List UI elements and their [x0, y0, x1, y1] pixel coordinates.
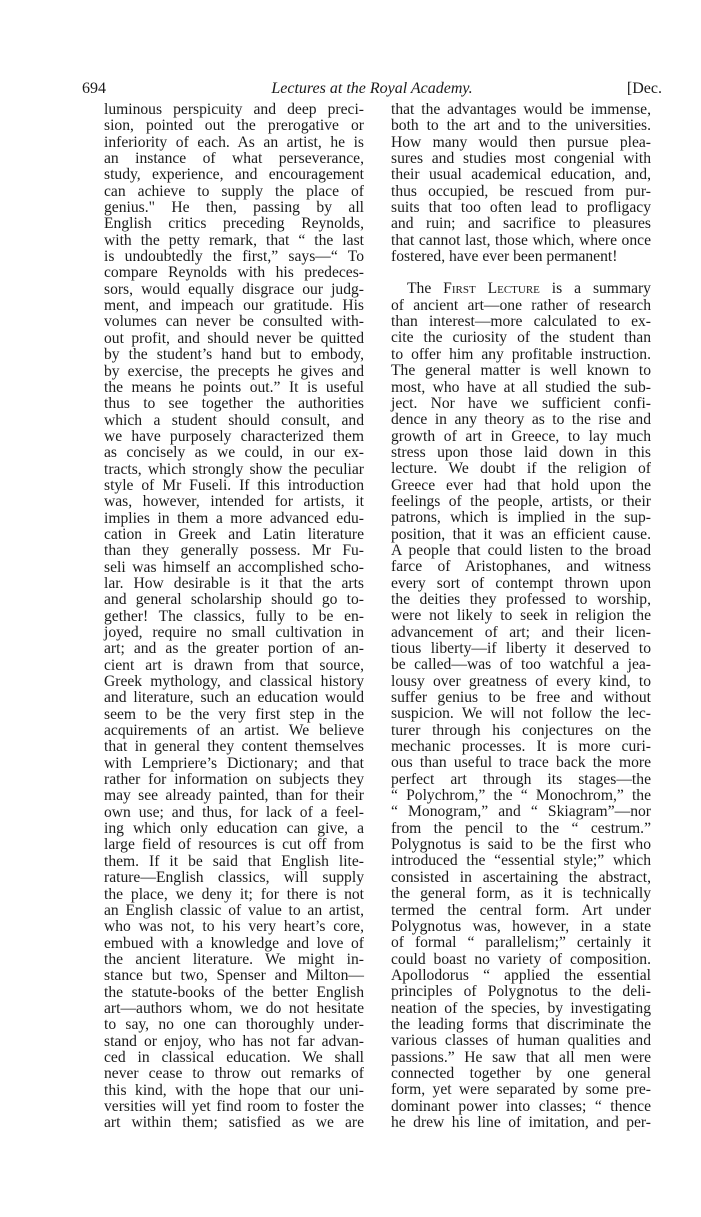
text-line: may see already painted, than for their [104, 787, 364, 805]
text-line: never cease to throw out remarks of [104, 1065, 364, 1083]
text-line: of formal “ parallelism;” certainly it [391, 934, 651, 952]
text-line: How many would then pursue plea- [391, 133, 651, 151]
text-line: he drew his line of imitation, and per- [391, 1113, 651, 1131]
right-column [391, 102, 651, 1131]
text-line: lecture. We doubt if the religion of [391, 460, 651, 478]
text-line: farce of Aristophanes, and witness [391, 558, 651, 576]
text-line: that cannot last, those which, where once [391, 231, 651, 249]
text-line: both to the art and to the universities. [391, 117, 651, 135]
text-line: neation of the species, by investigating [391, 999, 651, 1017]
text-line: most, who have at all studied the sub- [391, 378, 651, 396]
text-line: stance but two, Spenser and Milton— [104, 967, 364, 985]
text-line: sion, pointed out the prerogative or [104, 117, 364, 135]
text-line: their usual academical education, and, [391, 166, 651, 184]
text-line: connected together by one general [391, 1064, 651, 1082]
text-line: who was not, to his very heart’s core, [104, 918, 364, 936]
text-line: Greek mythology, and classical history [104, 673, 364, 691]
text-line: were not likely to seek in religion the [391, 607, 651, 625]
text-line: than interest—more calculated to ex- [391, 313, 651, 331]
text-line: ment, and impeach our gratitude. His [104, 297, 364, 315]
text-line: suffer genius to be free and without [391, 689, 651, 707]
text-line: be called—was of too watchful a jea- [391, 656, 651, 674]
text-line: rather for information on subjects they [104, 771, 364, 789]
text-line: which a student should consult, and [104, 411, 364, 429]
text-line: was, however, intended for artists, it [104, 493, 364, 511]
intro-suffix: is a summary [539, 280, 651, 298]
text-line: and literature, such an education would [104, 689, 364, 707]
text-line: cation in Greek and Latin literature [104, 525, 364, 543]
text-line: suits that too often lead to profligacy [391, 199, 651, 217]
text-line: inferiority of each. As an artist, he is [104, 133, 364, 151]
text-line: study, experience, and encouragement [104, 166, 364, 184]
text-line: lousy over greatness of every kind, to [391, 672, 651, 690]
text-line: out profit, and should never be quitted [104, 329, 364, 347]
text-line: Polygnotus was, however, in a state [391, 917, 651, 935]
text-line: stress upon those laid down in this [391, 443, 651, 461]
text-line: by the student’s hand but to embody, [104, 346, 364, 364]
text-line: sures and studies most congenial with [391, 150, 651, 168]
text-line: ject. Nor have we sufficient confi- [391, 394, 651, 412]
text-line: cient art is drawn from that source, [104, 656, 364, 674]
text-line: the ancient literature. We might in- [104, 950, 364, 968]
text-line: with Lempriere’s Dictionary; and that [104, 754, 364, 772]
text-line: with the petty remark, that “ the last [104, 231, 364, 249]
text-line: passions.” He saw that all men were [391, 1048, 651, 1066]
text-line: Polygnotus is said to be the first who [391, 836, 651, 854]
text-line: every sort of contempt thrown upon [391, 574, 651, 592]
date-marker: [Dec. [626, 80, 662, 97]
text-line: turer through his conjectures on the [391, 721, 651, 739]
text-line: art within them; satisfied as we are [104, 1114, 364, 1132]
text-line: thus occupied, be rescued from pur- [391, 182, 651, 200]
text-line: principles of Polygnotus to the deli- [391, 983, 651, 1001]
text-line: versities will yet find room to foster the [104, 1097, 364, 1115]
text-line: dence in any theory as to the rise and [391, 411, 651, 429]
text-line: of ancient art—one rather of research [391, 296, 651, 314]
text-line: ous than useful to trace back the more [391, 754, 651, 772]
text-line: style of Mr Fuseli. If this introduction [104, 476, 364, 494]
text-line: luminous perspicuity and deep preci- [104, 101, 364, 118]
text-line: A people that could listen to the broad [391, 541, 651, 559]
text-line: the statute-books of the better English [104, 983, 364, 1001]
text-line: introduced the “essential style;” which [391, 852, 651, 870]
text-line: Greece ever had that hold upon the [391, 476, 651, 494]
text-line: consisted in ascertaining the abstract, [391, 868, 651, 886]
text-line: various classes of human qualities and [391, 1032, 651, 1050]
text-line: this kind, with the hope that our uni- [104, 1081, 364, 1099]
text-line: dominant power into classes; “ thence [391, 1097, 651, 1115]
text-line: position, that it was an efficient cause. [391, 525, 651, 543]
lecture-heading-smallcaps: First Lecture [443, 280, 540, 298]
text-line: stand or enjoy, who has not far advan- [104, 1032, 364, 1050]
text-line: could boast no variety of composition. [391, 950, 651, 968]
text-line: as concisely as we could, in our ex- [104, 444, 364, 462]
text-line: volumes can never be consulted with- [104, 313, 364, 331]
text-line: gether! The classics, fully to be en- [104, 607, 364, 625]
text-line: that the advantages would be immense, [391, 101, 651, 118]
text-line: implies in them a more advanced edu- [104, 509, 364, 527]
text-line: art; and as the greater portion of an- [104, 640, 364, 658]
text-line: art—authors whom, we do not hesitate [104, 999, 364, 1017]
text-line: mechanic processes. It is more curi- [391, 738, 651, 756]
text-line: can achieve to supply the place of [104, 182, 364, 200]
text-line: sors, would equally disgrace our judg- [104, 280, 364, 298]
text-line: lar. How desirable is it that the arts [104, 574, 364, 592]
text-line: seli was himself an accomplished scho- [104, 558, 364, 576]
text-line: feelings of the people, artists, or their [391, 492, 651, 510]
text-line: by exercise, the precepts he gives and [104, 362, 364, 380]
text-line: ing which only education can give, a [104, 820, 364, 838]
text-line: that in general they content themselves [104, 738, 364, 756]
text-line: to offer him any profitable instruction. [391, 345, 651, 363]
text-line: termed the central form. Art under [391, 901, 651, 919]
text-line: ced in classical education. We shall [104, 1048, 364, 1066]
section-intro-line [391, 281, 651, 297]
text-line: thus to see together the authorities [104, 395, 364, 413]
text-line: English critics preceding Reynolds, [104, 215, 364, 233]
text-line: them. If it be said that English lite- [104, 852, 364, 870]
text-line: an English classic of value to an artist, [104, 901, 364, 919]
text-line: to say, no one can thoroughly under- [104, 1016, 364, 1034]
text-line: the means he points out.” It is useful [104, 378, 364, 396]
text-line: cite the curiosity of the student than [391, 329, 651, 347]
text-line: rature—English classics, will supply [104, 869, 364, 887]
text-line: fostered, have ever been permanent! [391, 248, 618, 266]
text-line: joyed, require no small cultivation in [104, 624, 364, 641]
running-title: Lectures at the Royal Academy. [271, 80, 473, 97]
text-line: from the pencil to the “ cestrum.” [391, 819, 651, 837]
text-line: tious liberty—if liberty it deserved to [391, 640, 651, 657]
text-line: is undoubtedly the first,” says—“ To [104, 248, 364, 266]
text-line: The general matter is well known to [391, 362, 651, 380]
text-line: the place, we deny it; for there is not [104, 885, 364, 903]
text-line: perfect art through its stages—the [391, 770, 651, 788]
text-line: embued with a knowledge and love of [104, 934, 364, 952]
text-line: growth of art in Greece, to lay much [391, 427, 651, 445]
text-line: and ruin; and sacrifice to pleasures [391, 215, 651, 233]
text-line: compare Reynolds with his predeces- [104, 264, 364, 282]
text-line: genius." He then, passing by all [104, 199, 364, 217]
running-head [82, 78, 662, 100]
text-line: suspicion. We will not follow the lec- [391, 705, 651, 723]
text-line: the general form, as it is technically [391, 885, 651, 903]
text-line: an instance of what perseverance, [104, 150, 364, 168]
text-line: than they generally possess. Mr Fu- [104, 542, 364, 560]
text-line: patrons, which is implied in the sup- [391, 509, 651, 527]
text-line: advancement of art; and their licen- [391, 623, 651, 641]
text-line: own use; and thus, for lack of a feel- [104, 803, 364, 821]
page-number: 694 [82, 80, 106, 97]
intro-prefix: The [407, 280, 444, 298]
text-line: tracts, which strongly show the peculiar [104, 460, 364, 478]
text-line: acquirements of an artist. We believe [104, 722, 364, 740]
text-line: seem to be the very first step in the [104, 705, 364, 723]
text-line: form, yet were separated by some pre- [391, 1081, 651, 1099]
left-column [104, 102, 364, 1132]
text-line: and general scholarship should go to- [104, 591, 364, 609]
text-line: Apollodorus “ applied the essential [391, 966, 651, 984]
text-line: the deities they professed to worship, [391, 590, 651, 608]
paragraph-break [391, 265, 651, 281]
text-line: we have purposely characterized them [104, 427, 364, 445]
text-line: large field of resources is cut off from [104, 836, 364, 854]
text-line: “ Polychrom,” the “ Monochrom,” the [391, 787, 651, 805]
text-line: the leading forms that discriminate the [391, 1015, 651, 1033]
text-line: “ Monogram,” and “ Skiagram”—nor [391, 803, 651, 821]
